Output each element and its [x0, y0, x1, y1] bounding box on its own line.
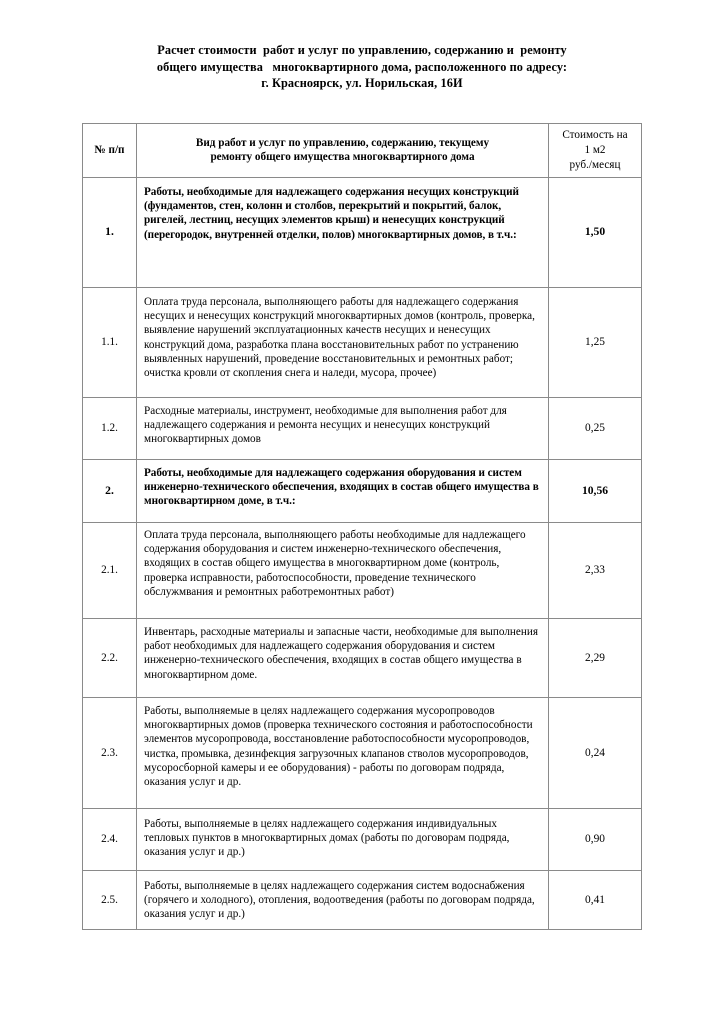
row-description: Работы, выполняемые в целях надлежащего содержания систем водоснабжения (горячего и холодного), отопления, водоотведения (работы по договорам подряда, оказания услуг и др.) [137, 871, 549, 930]
row-description: Работы, выполняемые в целях надлежащего содержания индивидуальных тепловых пунктов в многоквартирных домах (работы по договорам подряда, оказания услуг и др.) [137, 809, 549, 871]
row-number: 1.2. [83, 398, 137, 460]
table-row [83, 288, 642, 398]
page-title-line-2: общего имущества многоквартирного дома, расположенного по адресу: [156, 59, 568, 74]
row-description: Работы, необходимые для надлежащего содержания оборудования и систем инженерно-технического обеспечения, входящих в состав общего имущества в многоквартирном доме, в т.ч.: [137, 460, 549, 523]
row-number: 2.5. [83, 871, 137, 930]
table-row [83, 809, 642, 871]
row-description: Работы, выполняемые в целях надлежащего содержания мусоропроводов многоквартирных домов (проверка технического состояния и работоспособности элементов мусоропровода, восстановление работоспособности мусоропроводов, чистка, промывка, дезинфекция загрузочных клапанов стволов мусоропроводов, мусоросборной камеры и ее оборудования) - работы по договорам подряда, оказания услуг и др. [137, 698, 549, 809]
row-price: 0,90 [549, 809, 642, 871]
cost-calculation-table [82, 123, 642, 930]
row-price: 2,29 [549, 619, 642, 698]
column-header-price [549, 124, 642, 178]
column-header-price-line-2: 1 м2 [584, 144, 606, 156]
row-description: Инвентарь, расходные материалы и запасные части, необходимые для выполнения работ необходимых для надлежащего содержания оборудования и систем инженерно-технического обеспечения, входящих в состав общего имущества в многоквартирном доме. [137, 619, 549, 698]
row-number: 2. [83, 460, 137, 523]
page-title-line-3: г. Красноярск, ул. Норильская, 16И [261, 76, 463, 90]
table-row [83, 398, 642, 460]
table-row [83, 460, 642, 523]
row-price: 10,56 [549, 460, 642, 523]
row-price: 0,24 [549, 698, 642, 809]
column-header-price-line-1: Стоимость на [562, 129, 628, 141]
row-number: 2.1. [83, 523, 137, 619]
table-row [83, 698, 642, 809]
column-header-price-line-3: руб./месяц [569, 159, 621, 171]
table-row [83, 871, 642, 930]
column-header-number: № п/п [83, 124, 137, 178]
row-number: 1.1. [83, 288, 137, 398]
row-number: 2.2. [83, 619, 137, 698]
table-row [83, 178, 642, 288]
row-description: Оплата труда персонала, выполняющего работы необходимые для надлежащего содержания оборудования и систем инженерно-технического обеспечения, входящих в состав общего имущества в многоквартирном доме (контроль, проверка исправности, работоспособности, проведение технического обслужмвания и ремонтных работремонтных работ) [137, 523, 549, 619]
column-header-description [137, 124, 549, 178]
row-description: Работы, необходимые для надлежащего содержания несущих конструкций (фундаментов, стен, колонн и столбов, перекрытий и покрытий, балок, ригелей, лестниц, несущих элементов крыш) и ненесущих конструкций (перегородок, внутренней отделки, полов) многоквартирных домов, в т.ч.: [137, 178, 549, 288]
row-price: 1,25 [549, 288, 642, 398]
row-price: 1,50 [549, 178, 642, 288]
table-body [83, 178, 642, 930]
column-header-description-line-2: ремонту общего имущества многоквартирного дома [210, 151, 475, 163]
table-row [83, 523, 642, 619]
table-row [83, 619, 642, 698]
row-price: 2,33 [549, 523, 642, 619]
column-header-description-line-1: Вид работ и услуг по управлению, содержанию, текущему [195, 136, 490, 149]
row-description: Оплата труда персонала, выполняющего работы для надлежащего содержания несущих и ненесущих конструкций многоквартирных домов (контроль, проверка, выявление нарушений эксплуатационных качеств несущих и ненесущих конструкций дома, разработка плана восстановительных работ по устранению выявленных нарушений, проведение восстановительных и ремонтных работ; очистка кровли от скопления снега и наледи, мусора, прочее) [137, 288, 549, 398]
page-title [82, 42, 642, 92]
row-description: Расходные материалы, инструмент, необходимые для выполнения работ для надлежащего содержания и ремонта несущих и ненесущих конструкций многоквартирных домов [137, 398, 549, 460]
row-number: 2.3. [83, 698, 137, 809]
row-price: 0,41 [549, 871, 642, 930]
row-price: 0,25 [549, 398, 642, 460]
row-number: 2.4. [83, 809, 137, 871]
row-number: 1. [83, 178, 137, 288]
table-header-row [83, 124, 642, 178]
table-header [83, 124, 642, 178]
page-title-line-1: Расчет стоимости работ и услуг по управлению, содержанию и ремонту [157, 43, 567, 57]
